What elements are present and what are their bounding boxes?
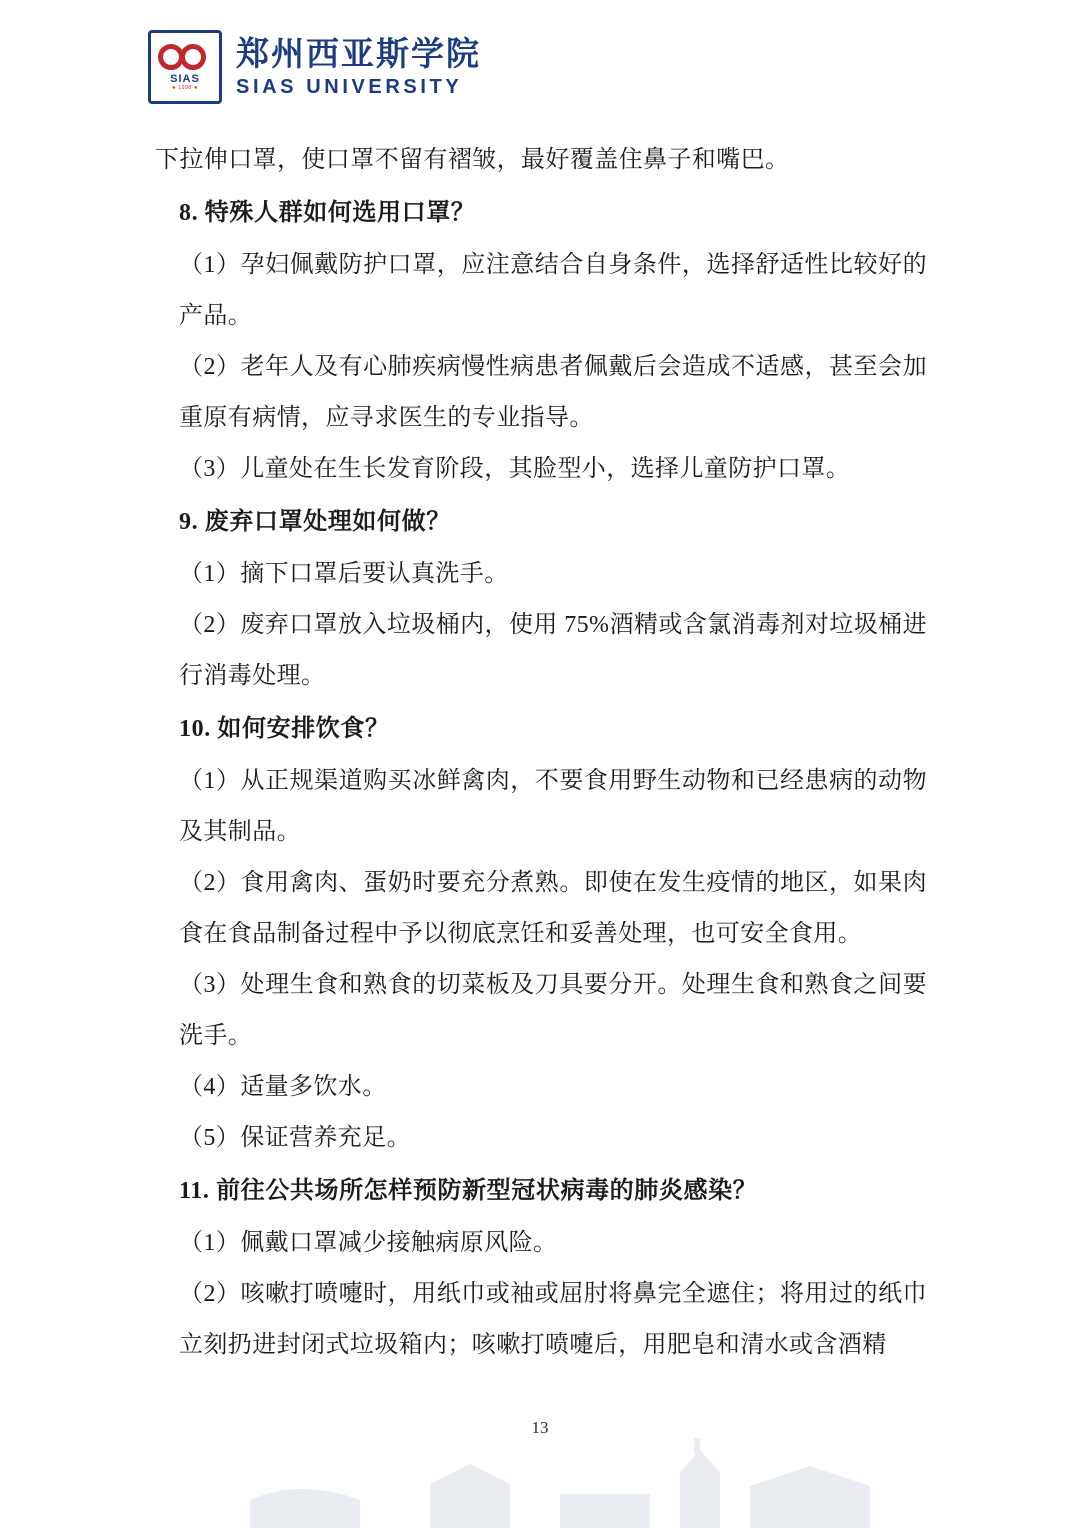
section-heading: 10. 如何安排饮食？ (179, 716, 390, 742)
logo-mark-text: SIAS (170, 72, 200, 85)
body-paragraph: （2）老年人及有心肺疾病慢性病患者佩戴后会造成不适感，甚至会加重原有病情，应寻求医生的专业指导。 (179, 354, 927, 431)
body-paragraph: （2）食用禽肉、蛋奶时要充分煮熟。即使在发生疫情的地区，如果肉食在食品制备过程中予以彻底烹饪和妥善处理，也可安全食用。 (179, 870, 927, 947)
body-paragraph: （5）保证营养充足。 (179, 1125, 411, 1151)
campus-skyline-decoration (0, 1438, 1080, 1528)
body-paragraph: （3）儿童处在生长发育阶段，其脸型小，选择儿童防护口罩。 (179, 456, 851, 482)
body-paragraph: （1）从正规渠道购买冰鲜禽肉，不要食用野生动物和已经患病的动物及其制品。 (179, 768, 927, 845)
section-heading: 8. 特殊人群如何选用口罩？ (179, 200, 476, 226)
body-paragraph: （2）咳嗽打喷嚏时，用纸巾或袖或屈肘将鼻完全遮住；将用过的纸巾立刻扔进封闭式垃圾箱内；咳嗽打喷嚏后，用肥皂和清水或含酒精 (179, 1281, 927, 1358)
logo-mark-year: ★ 1998 ★ (171, 84, 199, 91)
logo-wordmark (236, 37, 481, 97)
body-paragraph: （4）适量多饮水。 (179, 1074, 387, 1100)
body-paragraph: 下拉伸口罩，使口罩不留有褶皱，最好覆盖住鼻子和嘴巴。 (155, 147, 790, 173)
interlocking-rings-icon (158, 44, 212, 70)
body-paragraph: （3）处理生食和熟食的切菜板及刀具要分开。处理生食和熟食之间要洗手。 (179, 972, 927, 1049)
body-paragraph: （2）废弃口罩放入垃圾桶内，使用 75%酒精或含氯消毒剂对垃圾桶进行消毒处理。 (179, 612, 927, 689)
sias-logo-icon (148, 30, 222, 104)
logo-name-cn: 郑州西亚斯学院 (236, 35, 481, 72)
body-paragraph: （1）摘下口罩后要认真洗手。 (179, 561, 509, 587)
logo-name-en: SIAS UNIVERSITY (236, 76, 463, 98)
university-logo (148, 30, 481, 104)
page-number: 13 (531, 1418, 549, 1437)
document-body (155, 135, 927, 1371)
section-heading: 9. 废弃口罩处理如何做？ (179, 509, 451, 535)
body-paragraph: （1）孕妇佩戴防护口罩，应注意结合自身条件，选择舒适性比较好的产品。 (179, 252, 927, 329)
body-paragraph: （1）佩戴口罩减少接触病原风险。 (179, 1230, 558, 1256)
section-heading: 11. 前往公共场所怎样预防新型冠状病毒的肺炎感染？ (179, 1178, 758, 1204)
